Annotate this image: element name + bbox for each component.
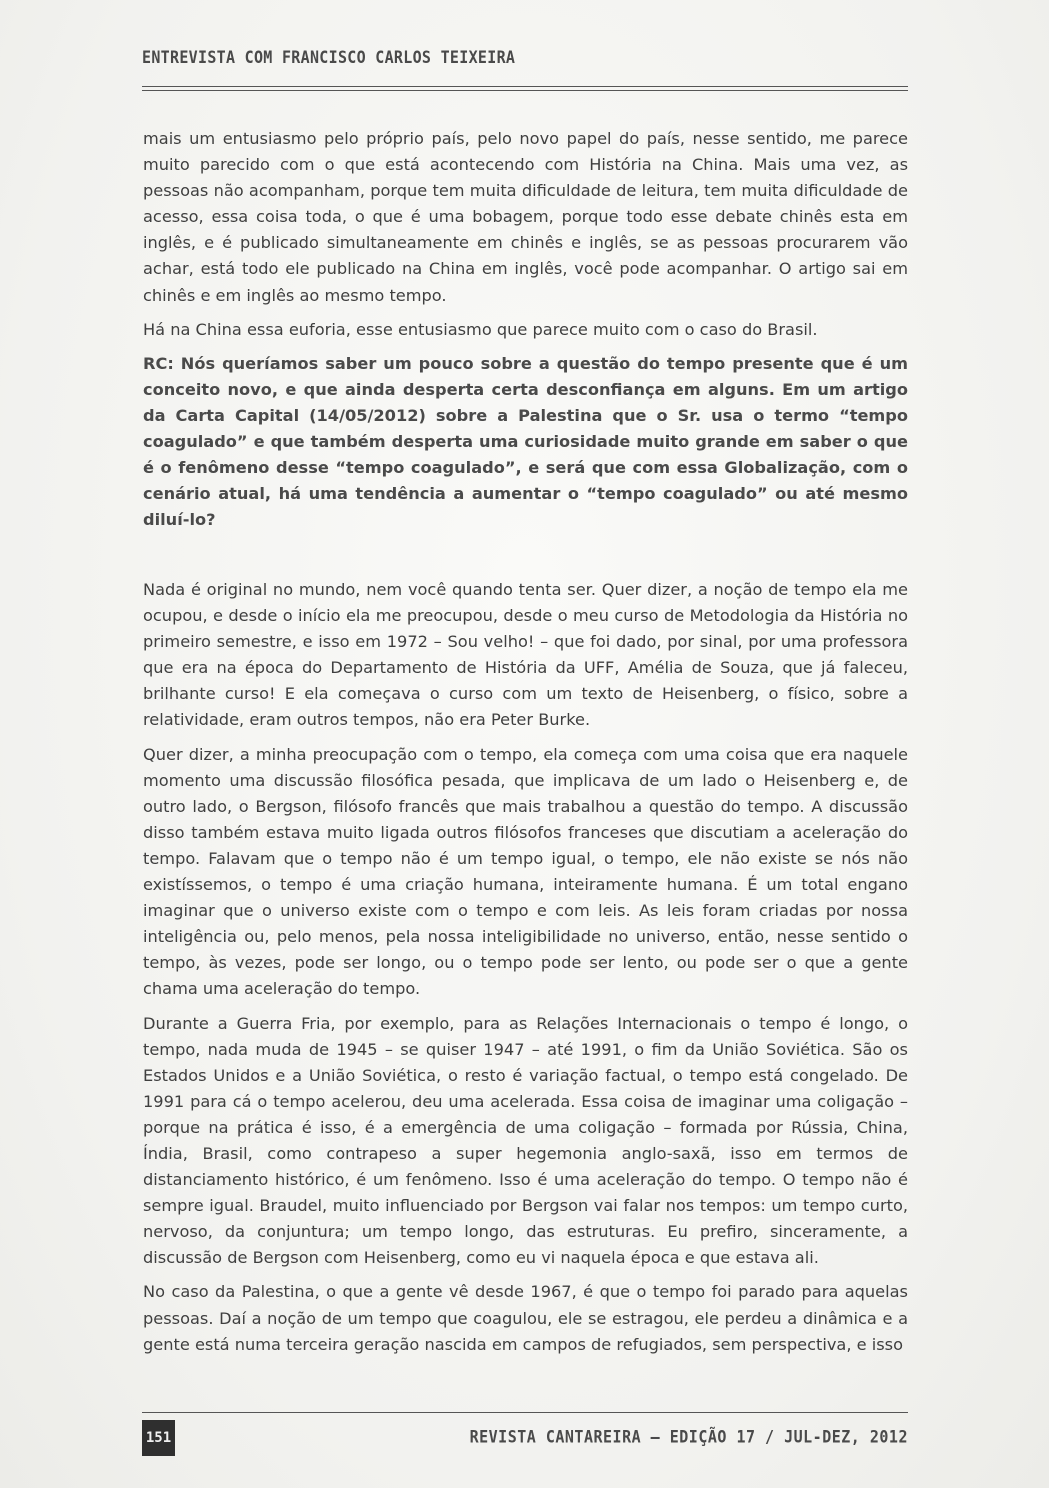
page-number-badge (142, 1420, 175, 1456)
paragraph: Nada é original no mundo, nem você quando tenta ser. Quer dizer, a noção de tempo ela me ocupou, e desde o início ela me preocupou, desde o meu curso de Metodologia da História no primeiro semestre, e isso em 1972 – Sou velho! – que foi dado, por sinal, por uma professora que era na época do Departamento de História da UFF, Amélia de Souza, que já faleceu, brilhante curso! E ela começava o curso com um texto de Heisenberg, o físico, sobre a relatividade, eram outros tempos, não era Peter Burke. (143, 580, 908, 730)
journal-footer: REVISTA CANTAREIRA – EDIÇÃO 17 / JUL-DEZ, 2012 (469, 1427, 908, 1447)
body-text-upper (143, 126, 908, 533)
interview-question: RC: Nós queríamos saber um pouco sobre a questão do tempo presente que é um conceito novo, e que ainda desperta certa desconfiança em alguns. Em um artigo da Carta Capital (14/05/2012) sobre a Palestina que o Sr. usa o termo “tempo coagulado” e que também desperta uma curiosidade muito grande em saber o que é o fenômeno desse “tempo coagulado”, e será que com essa Globalização, com o cenário atual, há uma tendência a aumentar o “tempo coagulado” ou até mesmo diluí-lo? (143, 353, 908, 530)
page-number: 151 (145, 1430, 172, 1446)
paragraph: No caso da Palestina, o que a gente vê desde 1967, é que o tempo foi parado para aquelas pessoas. Daí a noção de um tempo que coagulou, ele se estragou, ele perdeu a dinâmica e a gente está numa terceira geração nascida em campos de refugiados, sem perspectiva, e isso (143, 1282, 908, 1354)
header-rule-bottom (142, 90, 908, 91)
header-rule-top (142, 86, 908, 87)
body-text-answer (143, 577, 908, 1366)
paragraph: Durante a Guerra Fria, por exemplo, para as Relações Internacionais o tempo é longo, o tempo, nada muda de 1945 – se quiser 1947 – até 1991, o fim da União Soviética. São os Estados Unidos e a União Soviética, o resto é variação factual, o tempo está congelado. De 1991 para cá o tempo acelerou, deu uma acelerada. Essa coisa de imaginar uma coligação – porque na prática é isso, é a emergência de uma coligação – formada por Rússia, China, Índia, Brasil, como contrapeso a super hegemonia anglo-saxã, isso em termos de distanciamento histórico, é um fenômeno. Isso é uma aceleração do tempo. O tempo não é sempre igual. Braudel, muito influenciado por Bergson vai falar nos tempos: um tempo curto, nervoso, da conjuntura; um tempo longo, das estruturas. Eu prefiro, sinceramente, a discussão de Bergson com Heisenberg, como eu vi naquela época e que estava ali. (143, 1013, 908, 1268)
footer-rule (142, 1412, 908, 1413)
paragraph: Quer dizer, a minha preocupação com o tempo, ela começa com uma coisa que era naquele momento uma discussão filosófica pesada, que implicava de um lado o Heisenberg e, de outro lado, o Bergson, filósofo francês que mais trabalhou a questão do tempo. A discussão disso também estava muito ligada outros filósofos franceses que discutiam a aceleração do tempo. Falavam que o tempo não é um tempo igual, o tempo, ele não existe se nós não existíssemos, o tempo é uma criação humana, inteiramente humana. É um total engano imaginar que o universo existe com o tempo e com leis. As leis foram criadas por nossa inteligência ou, pelo menos, pela nossa inteligibilidade no universo, então, nesse sentido o tempo, às vezes, pode ser longo, ou o tempo pode ser lento, ou pode ser o que a gente chama uma aceleração do tempo. (143, 744, 908, 999)
paragraph: Há na China essa euforia, esse entusiasmo que parece muito com o caso do Brasil. (143, 319, 818, 339)
paragraph: mais um entusiasmo pelo próprio país, pelo novo papel do país, nesse sentido, me parece muito parecido com o que está acontecendo com História na China. Mais uma vez, as pessoas não acompanham, porque tem muita dificuldade de leitura, tem muita dificuldade de acesso, essa coisa toda, o que é uma bobagem, porque todo esse debate chinês esta em inglês, e é publicado simultaneamente em chinês e inglês, se as pessoas procurarem vão achar, está todo ele publicado na China em inglês, você pode acompanhar. O artigo sai em chinês e em inglês ao mesmo tempo. (143, 129, 908, 305)
running-header-title: ENTREVISTA COM FRANCISCO CARLOS TEIXEIRA (142, 47, 516, 68)
